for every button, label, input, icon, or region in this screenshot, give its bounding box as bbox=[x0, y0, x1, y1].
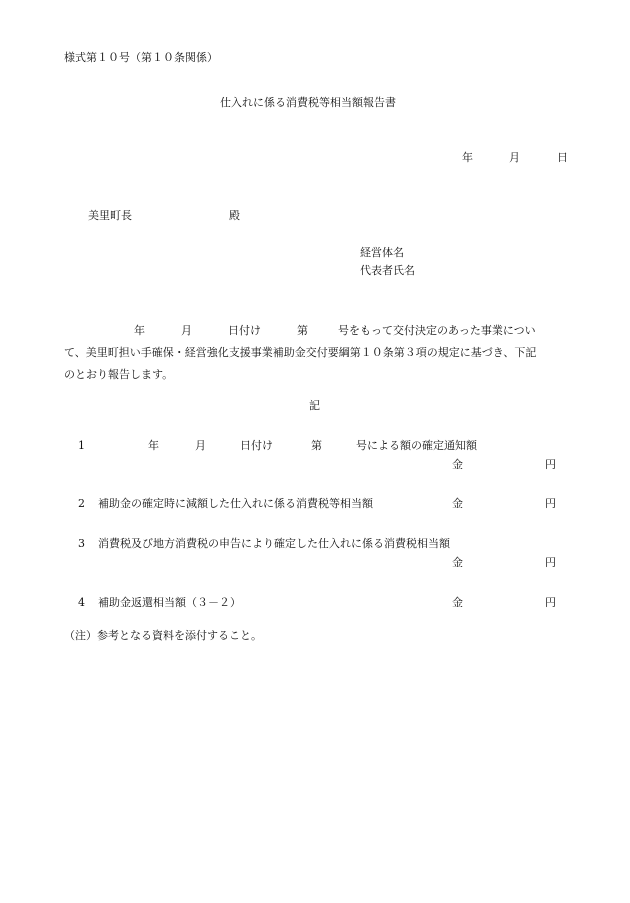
item-kin: 金 bbox=[452, 596, 463, 609]
item-number: 3 bbox=[78, 537, 85, 550]
item-yen: 円 bbox=[545, 556, 556, 569]
item-kin: 金 bbox=[452, 497, 463, 510]
form-number: 様式第１０号（第１０条関係） bbox=[64, 51, 218, 64]
entity-name-label: 経営体名 bbox=[360, 246, 404, 259]
date-year: 年 bbox=[462, 151, 473, 164]
date-month: 月 bbox=[509, 151, 520, 164]
ki-heading: 記 bbox=[309, 399, 320, 412]
item-label: 号による額の確定通知額 bbox=[356, 439, 477, 452]
date-day: 日 bbox=[557, 151, 568, 164]
representative-name-label: 代表者氏名 bbox=[360, 264, 415, 277]
body-line-3: のとおり報告します。 bbox=[64, 368, 174, 381]
item-label: 補助金の確定時に減額した仕入れに係る消費税等相当額 bbox=[98, 497, 373, 510]
addressee-honorific: 殿 bbox=[229, 209, 240, 222]
item-year: 年 bbox=[148, 439, 159, 452]
attachment-note: （注）参考となる資料を添付すること。 bbox=[64, 629, 262, 642]
body-year: 年 bbox=[134, 324, 145, 337]
body-line-1-rest: 号をもって交付決定のあった事業につい bbox=[338, 324, 536, 337]
item-yen: 円 bbox=[545, 497, 556, 510]
item-kin: 金 bbox=[452, 556, 463, 569]
item-label: 消費税及び地方消費税の申告により確定した仕入れに係る消費税相当額 bbox=[98, 537, 450, 550]
item-number: 1 bbox=[78, 439, 85, 452]
item-dated: 日付け bbox=[240, 439, 273, 452]
body-month: 月 bbox=[181, 324, 192, 337]
item-kin: 金 bbox=[452, 458, 463, 471]
item-yen: 円 bbox=[545, 596, 556, 609]
item-number: 2 bbox=[78, 497, 85, 510]
document-title: 仕入れに係る消費税等相当額報告書 bbox=[220, 96, 396, 109]
item-number: 4 bbox=[78, 596, 85, 609]
body-line-1 bbox=[64, 320, 584, 342]
item-month: 月 bbox=[195, 439, 206, 452]
body-dai: 第 bbox=[297, 324, 308, 337]
body-paragraph bbox=[64, 320, 584, 386]
item-label: 補助金返還相当額（３－２） bbox=[98, 596, 241, 609]
item-dai: 第 bbox=[311, 439, 322, 452]
body-dated: 日付け bbox=[228, 324, 261, 337]
addressee-name: 美里町長 bbox=[88, 209, 132, 222]
item-yen: 円 bbox=[545, 458, 556, 471]
body-line-2: て、美里町担い手確保・経営強化支援事業補助金交付要綱第１０条第３項の規定に基づき、下記 bbox=[64, 346, 537, 359]
